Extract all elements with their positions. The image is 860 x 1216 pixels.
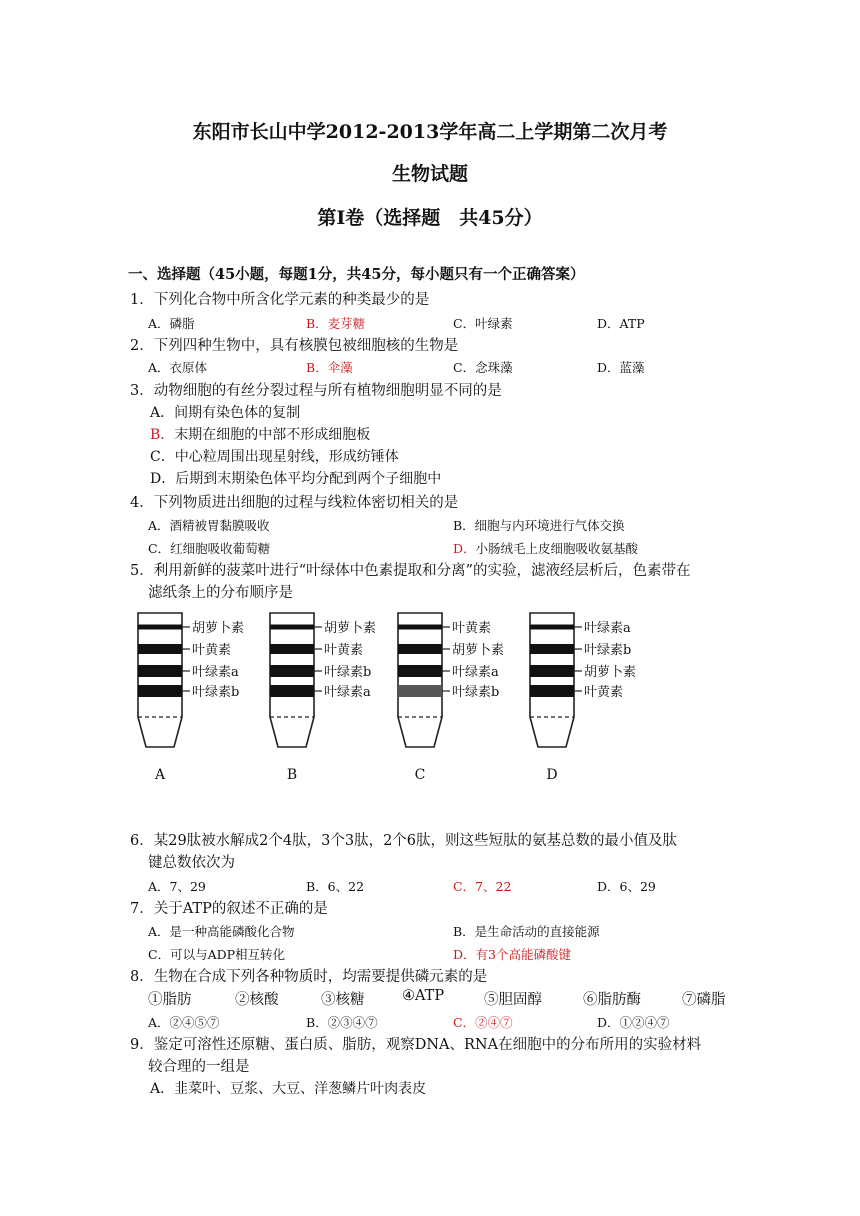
q6-option-b: B．6、22: [306, 879, 365, 894]
band-label: 胡萝卜素: [584, 665, 637, 680]
q5-stem-line1: 5．利用新鲜的菠菜叶进行“叶绿体中色素提取和分离”的实验，滤液经层析后，色素带在: [130, 563, 691, 579]
chromatography-figure: [130, 605, 670, 785]
band-label: 叶绿素a: [192, 665, 239, 680]
pigment-band: [138, 644, 182, 654]
q8-item: ①脂肪: [148, 992, 192, 1008]
band-label: 叶绿素a: [452, 665, 499, 680]
pigment-band: [530, 685, 574, 697]
q8-option-d: D．①②④⑦: [597, 1015, 670, 1030]
pigment-band: [530, 644, 574, 654]
q4-option-b: B．细胞与内环境进行气体交换: [453, 518, 625, 533]
pigment-band: [270, 644, 314, 654]
q8-item: ②核酸: [235, 992, 279, 1008]
strip-outline: [270, 613, 314, 747]
q8-item: ⑥脂肪酶: [583, 992, 641, 1008]
band-label: 叶黄素: [584, 685, 624, 700]
q6-option-c: C．7、22: [453, 879, 512, 894]
q6-stem-line2: 键总数依次为: [148, 855, 235, 871]
q8-stem: 8．生物在合成下列各种物质时，均需要提供磷元素的是: [130, 969, 488, 985]
strip-outline: [138, 613, 182, 747]
q7-stem: 7．关于ATP的叙述不正确的是: [130, 901, 328, 917]
part-title: 第I卷（选择题 共45分）: [317, 207, 543, 229]
section-heading: 一、选择题（45小题，每题1分，共45分，每小题只有一个正确答案）: [128, 266, 585, 283]
q8-item: ④ATP: [402, 988, 445, 1004]
band-label: 叶绿素a: [324, 685, 371, 700]
q8-option-c: C．②④⑦: [453, 1015, 513, 1030]
q3-option-a: A．间期有染色体的复制: [150, 405, 301, 421]
q3-option-d: D．后期到末期染色体平均分配到两个子细胞中: [150, 471, 442, 487]
q2-option-b: B．伞藻: [306, 360, 353, 375]
band-label: 胡萝卜素: [192, 621, 245, 636]
q2-option-d: D．蓝藻: [597, 360, 645, 375]
q7-option-b: B．是生命活动的直接能源: [453, 924, 600, 939]
q2-option-c: C．念珠藻: [453, 360, 513, 375]
q8-item: ⑦磷脂: [682, 992, 726, 1008]
q3-option-c: C．中心粒周围出现星射线，形成纺锤体: [150, 449, 399, 465]
pigment-band: [138, 665, 182, 677]
q6-option-d: D．6、29: [597, 879, 656, 894]
band-label: 叶绿素b: [452, 685, 500, 700]
strip-letter: C: [414, 767, 426, 783]
q3-option-b: [150, 424, 370, 444]
strip-letter: A: [154, 767, 166, 783]
pigment-band: [270, 685, 314, 697]
pigment-band: [398, 625, 442, 630]
q1-option-b: B．麦芽糖: [306, 316, 366, 331]
q3-option-b-text: 末期在细胞的中部不形成细胞板: [174, 427, 371, 443]
band-label: 叶黄素: [192, 643, 232, 658]
q3-stem: 3．动物细胞的有丝分裂过程与所有植物细胞明显不同的是: [130, 383, 502, 399]
q7-option-c: C．可以与ADP相互转化: [148, 947, 286, 962]
q1-option-d: D．ATP: [597, 316, 645, 331]
q3-option-b-letter: B．: [150, 427, 175, 443]
q6-stem-line1: 6．某29肽被水解成2个4肽，3个3肽，2个6肽，则这些短肽的氨基总数的最小值及肽: [130, 833, 678, 849]
q1-stem: 1．下列化合物中所含化学元素的种类最少的是: [130, 292, 430, 308]
band-label: 叶绿素a: [584, 621, 631, 636]
pigment-band: [138, 625, 182, 630]
q4-option-d-text: 小肠绒毛上皮细胞吸收氨基酸: [475, 541, 639, 556]
q4-option-a: A．酒精被胃黏膜吸收: [148, 518, 270, 533]
band-label: 叶绿素b: [584, 643, 632, 658]
q7-option-d: D．有3个高能磷酸键: [453, 947, 571, 962]
pigment-band: [138, 685, 182, 697]
q9-stem-line1: 9．鉴定可溶性还原糖、蛋白质、脂肪，观察DNA、RNA在细胞中的分布所用的实验材料: [130, 1037, 702, 1053]
pigment-band: [398, 665, 442, 677]
q9-stem-line2: 较合理的一组是: [148, 1059, 250, 1075]
page-subtitle: 生物试题: [391, 163, 468, 185]
q8-option-a: A．②④⑤⑦: [148, 1015, 220, 1030]
pigment-band: [530, 665, 574, 677]
band-label: 叶黄素: [324, 643, 364, 658]
q8-option-b: B．②③④⑦: [306, 1015, 378, 1030]
q4-stem: 4．下列物质进出细胞的过程与线粒体密切相关的是: [130, 495, 459, 511]
strip-letter: D: [546, 767, 558, 783]
q4-option-c: C．红细胞吸收葡萄糖: [148, 541, 271, 556]
strip-outline: [530, 613, 574, 747]
q2-option-a: A．衣原体: [148, 360, 208, 375]
q4-option-d-letter: D．: [453, 541, 476, 556]
q1-option-c: C．叶绿素: [453, 316, 513, 331]
q8-item: ⑤胆固醇: [484, 992, 542, 1008]
band-label: 胡萝卜素: [324, 621, 377, 636]
q5-stem-line2: 滤纸条上的分布顺序是: [148, 585, 293, 601]
band-label: 胡萝卜素: [452, 643, 505, 658]
band-label: 叶绿素b: [192, 685, 240, 700]
band-label: 叶绿素b: [324, 665, 372, 680]
pigment-band: [530, 625, 574, 630]
q2-stem: 2．下列四种生物中，具有核膜包被细胞核的生物是: [130, 338, 459, 354]
q8-item: ③核糖: [321, 992, 365, 1008]
pigment-band: [270, 665, 314, 677]
page-title: 东阳市长山中学2012-2013学年高二上学期第二次月考: [192, 121, 668, 143]
pigment-band: [398, 685, 442, 697]
q6-option-a: A．7、29: [148, 879, 206, 894]
strip-outline: [398, 613, 442, 747]
q1-option-a: A．磷脂: [148, 316, 195, 331]
q4-option-d: [453, 539, 638, 557]
pigment-band: [270, 625, 314, 630]
strip-letter: B: [286, 767, 298, 783]
q7-option-a: A．是一种高能磷酸化合物: [148, 924, 295, 939]
pigment-band: [398, 644, 442, 654]
band-label: 叶黄素: [452, 621, 492, 636]
q9-option-a: A．韭菜叶、豆浆、大豆、洋葱鳞片叶肉表皮: [150, 1081, 427, 1097]
